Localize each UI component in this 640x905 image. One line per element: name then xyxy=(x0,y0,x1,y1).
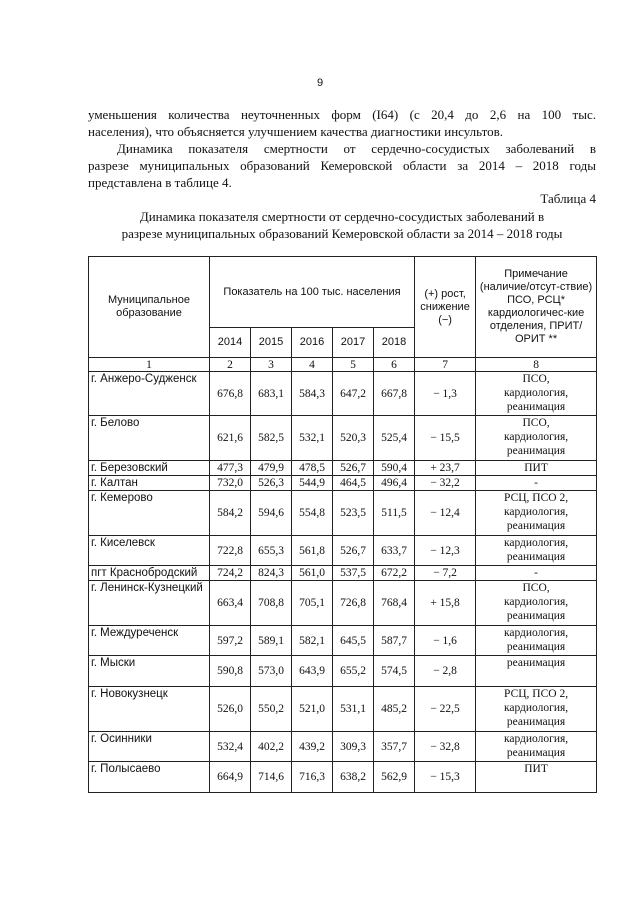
value-cell: 537,5 xyxy=(333,566,374,581)
note-line: ПИТ xyxy=(524,462,548,474)
change-cell: − 32,2 xyxy=(415,476,476,491)
note-cell xyxy=(476,732,597,762)
municipality-cell: пгт Краснобродский xyxy=(89,566,210,581)
municipality-cell: г. Новокузнецк xyxy=(89,687,210,732)
value-cell: 485,2 xyxy=(374,687,415,732)
change-cell: − 2,8 xyxy=(415,656,476,687)
table-row xyxy=(89,491,597,536)
note-line: ПСО, xyxy=(522,417,550,429)
value-cell: 724,2 xyxy=(210,566,251,581)
value-cell: 526,3 xyxy=(251,476,292,491)
value-cell: 582,5 xyxy=(251,416,292,461)
column-index-row xyxy=(89,358,597,372)
paragraph-intro xyxy=(88,106,596,140)
municipality-cell: г. Полысаево xyxy=(89,762,210,793)
note-line: кардиология, xyxy=(503,387,569,399)
change-cell: − 32,8 xyxy=(415,732,476,762)
paragraph-line: представлена в таблице 4. xyxy=(88,175,232,190)
municipality-cell: г. Мыски xyxy=(89,656,210,687)
header-municipality: Муниципальное образование xyxy=(89,257,210,358)
value-cell: 667,8 xyxy=(374,372,415,416)
value-cell: 402,2 xyxy=(251,732,292,762)
value-cell: 590,4 xyxy=(374,461,415,476)
change-cell: − 1,3 xyxy=(415,372,476,416)
value-cell: 663,4 xyxy=(210,581,251,626)
column-index: 7 xyxy=(415,358,476,372)
table-row xyxy=(89,581,597,626)
column-index: 4 xyxy=(292,358,333,372)
header-year: 2014 xyxy=(210,328,251,358)
value-cell: 705,1 xyxy=(292,581,333,626)
column-index: 8 xyxy=(476,358,597,372)
value-cell: 726,8 xyxy=(333,581,374,626)
note-line: ПСО, xyxy=(522,373,550,385)
column-index: 2 xyxy=(210,358,251,372)
table-row xyxy=(89,461,597,476)
value-cell: 647,2 xyxy=(333,372,374,416)
note-line: кардиология, xyxy=(503,733,569,745)
note-line: кардиология, xyxy=(503,431,569,443)
change-cell: − 12,4 xyxy=(415,491,476,536)
table-row xyxy=(89,626,597,656)
value-cell: 768,4 xyxy=(374,581,415,626)
value-cell: 597,2 xyxy=(210,626,251,656)
change-cell: − 1,6 xyxy=(415,626,476,656)
header-year: 2016 xyxy=(292,328,333,358)
value-cell: 478,5 xyxy=(292,461,333,476)
note-cell xyxy=(476,581,597,626)
value-cell: 708,8 xyxy=(251,581,292,626)
value-cell: 589,1 xyxy=(251,626,292,656)
change-cell: − 15,3 xyxy=(415,762,476,793)
paragraph-line: населения), что объясняется улучшением качества диагностики инсультов. xyxy=(88,124,503,139)
value-cell: 683,1 xyxy=(251,372,292,416)
note-line: реанимация xyxy=(506,445,566,457)
note-cell xyxy=(476,372,597,416)
value-cell: 464,5 xyxy=(333,476,374,491)
note-line: кардиология, xyxy=(503,702,569,714)
column-index: 5 xyxy=(333,358,374,372)
table-caption xyxy=(88,208,596,242)
column-index: 3 xyxy=(251,358,292,372)
paragraph-table-intro xyxy=(88,140,596,191)
note-line: ПИТ xyxy=(524,763,548,775)
value-cell: 716,3 xyxy=(292,762,333,793)
value-cell: 526,7 xyxy=(333,536,374,566)
note-cell xyxy=(476,536,597,566)
paragraph-line: разрезе муниципальных образований Кемеровской области за 2014 – 2018 годы xyxy=(88,158,596,173)
municipality-cell: г. Калтан xyxy=(89,476,210,491)
note-cell xyxy=(476,626,597,656)
change-cell: + 23,7 xyxy=(415,461,476,476)
note-cell xyxy=(476,566,597,581)
table-row xyxy=(89,656,597,687)
value-cell: 309,3 xyxy=(333,732,374,762)
value-cell: 561,0 xyxy=(292,566,333,581)
municipality-cell: г. Кемерово xyxy=(89,491,210,536)
change-cell: − 15,5 xyxy=(415,416,476,461)
value-cell: 722,8 xyxy=(210,536,251,566)
municipality-cell: г. Ленинск-Кузнецкий xyxy=(89,581,210,626)
note-line: реанимация xyxy=(506,401,566,413)
value-cell: 562,9 xyxy=(374,762,415,793)
table-row xyxy=(89,762,597,793)
value-cell: 664,9 xyxy=(210,762,251,793)
value-cell: 824,3 xyxy=(251,566,292,581)
note-cell xyxy=(476,762,597,793)
caption-line: Динамика показателя смертности от сердечно-сосудистых заболеваний в xyxy=(139,209,545,224)
note-cell xyxy=(476,491,597,536)
change-cell: − 22,5 xyxy=(415,687,476,732)
change-cell: + 15,8 xyxy=(415,581,476,626)
value-cell: 532,1 xyxy=(292,416,333,461)
note-cell xyxy=(476,656,597,687)
value-cell: 732,0 xyxy=(210,476,251,491)
value-cell: 521,0 xyxy=(292,687,333,732)
note-line: реанимация xyxy=(506,641,566,653)
note-cell xyxy=(476,461,597,476)
value-cell: 525,4 xyxy=(374,416,415,461)
note-line: кардиология, xyxy=(503,627,569,639)
municipality-cell: г. Киселевск xyxy=(89,536,210,566)
note-line: реанимация xyxy=(506,716,566,728)
header-note: Примечание (наличие/отсут-ствие) ПСО, РСЦ* кардиологичес-кие отделения, ПРИТ/ОРИТ ** xyxy=(476,257,597,358)
value-cell: 714,6 xyxy=(251,762,292,793)
table-row xyxy=(89,566,597,581)
value-cell: 582,1 xyxy=(292,626,333,656)
note-line: РСЦ, ПСО 2, xyxy=(504,688,569,700)
header-change: (+) рост, снижение (−) xyxy=(415,257,476,358)
value-cell: 554,8 xyxy=(292,491,333,536)
table-body xyxy=(89,372,597,793)
table-row xyxy=(89,536,597,566)
municipality-cell: г. Березовский xyxy=(89,461,210,476)
value-cell: 594,6 xyxy=(251,491,292,536)
column-index: 6 xyxy=(374,358,415,372)
municipality-cell: г. Междуреченск xyxy=(89,626,210,656)
note-line: - xyxy=(534,477,538,489)
value-cell: 590,8 xyxy=(210,656,251,687)
value-cell: 645,5 xyxy=(333,626,374,656)
table-row xyxy=(89,732,597,762)
table-row xyxy=(89,687,597,732)
value-cell: 479,9 xyxy=(251,461,292,476)
change-cell: − 12,3 xyxy=(415,536,476,566)
value-cell: 655,2 xyxy=(333,656,374,687)
change-cell: − 7,2 xyxy=(415,566,476,581)
value-cell: 633,7 xyxy=(374,536,415,566)
value-cell: 621,6 xyxy=(210,416,251,461)
table-row xyxy=(89,476,597,491)
value-cell: 511,5 xyxy=(374,491,415,536)
header-year: 2018 xyxy=(374,328,415,358)
note-line: кардиология, xyxy=(503,506,569,518)
note-line: реанимация xyxy=(506,551,566,563)
value-cell: 655,3 xyxy=(251,536,292,566)
note-line: реанимация xyxy=(506,747,566,759)
value-cell: 574,5 xyxy=(374,656,415,687)
column-index: 1 xyxy=(89,358,210,372)
value-cell: 357,7 xyxy=(374,732,415,762)
table-label: Таблица 4 xyxy=(540,191,596,206)
value-cell: 643,9 xyxy=(292,656,333,687)
table-row xyxy=(89,416,597,461)
mortality-table xyxy=(88,256,597,793)
note-line: РСЦ, ПСО 2, xyxy=(504,492,569,504)
note-cell xyxy=(476,476,597,491)
page-number: 9 xyxy=(316,77,324,89)
value-cell: 532,4 xyxy=(210,732,251,762)
value-cell: 439,2 xyxy=(292,732,333,762)
paragraph-line: Динамика показателя смертности от сердечно-сосудистых заболеваний в xyxy=(117,141,596,156)
value-cell: 672,2 xyxy=(374,566,415,581)
value-cell: 523,5 xyxy=(333,491,374,536)
municipality-cell: г. Осинники xyxy=(89,732,210,762)
note-line: реанимация xyxy=(506,610,566,622)
header-year: 2017 xyxy=(333,328,374,358)
value-cell: 676,8 xyxy=(210,372,251,416)
header-year: 2015 xyxy=(251,328,292,358)
value-cell: 526,0 xyxy=(210,687,251,732)
value-cell: 584,2 xyxy=(210,491,251,536)
note-line: реанимация xyxy=(506,657,566,669)
paragraph-line: уменьшения количества неуточненных форм (I64) (с 20,4 до 2,6 на 100 тыс. xyxy=(88,107,596,122)
value-cell: 587,7 xyxy=(374,626,415,656)
caption-line: разрезе муниципальных образований Кемеровской области за 2014 – 2018 годы xyxy=(121,226,563,241)
note-line: кардиология, xyxy=(503,537,569,549)
note-line: ПСО, xyxy=(522,582,550,594)
municipality-cell: г. Белово xyxy=(89,416,210,461)
note-line: реанимация xyxy=(506,520,566,532)
value-cell: 584,3 xyxy=(292,372,333,416)
note-line: кардиология, xyxy=(503,596,569,608)
value-cell: 477,3 xyxy=(210,461,251,476)
note-cell xyxy=(476,687,597,732)
value-cell: 638,2 xyxy=(333,762,374,793)
value-cell: 520,3 xyxy=(333,416,374,461)
municipality-cell: г. Анжеро-Судженск xyxy=(89,372,210,416)
value-cell: 526,7 xyxy=(333,461,374,476)
header-indicator: Показатель на 100 тыс. населения xyxy=(210,257,415,328)
value-cell: 550,2 xyxy=(251,687,292,732)
value-cell: 496,4 xyxy=(374,476,415,491)
value-cell: 544,9 xyxy=(292,476,333,491)
value-cell: 531,1 xyxy=(333,687,374,732)
value-cell: 573,0 xyxy=(251,656,292,687)
note-line: - xyxy=(534,567,538,579)
value-cell: 561,8 xyxy=(292,536,333,566)
note-cell xyxy=(476,416,597,461)
table-row xyxy=(89,372,597,416)
